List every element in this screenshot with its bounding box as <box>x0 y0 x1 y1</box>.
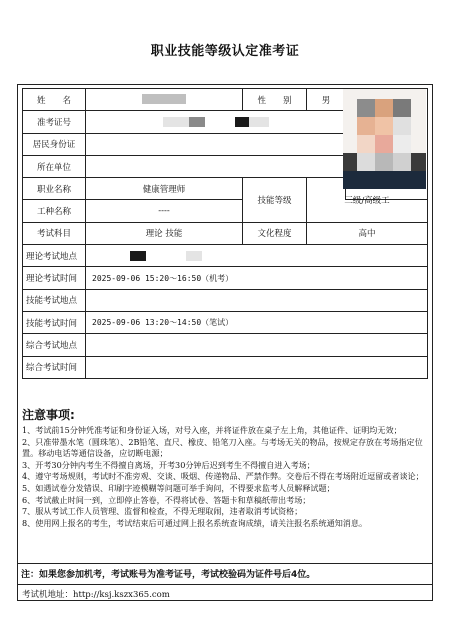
notice-item: 8、使用网上报名的考生，考试结束后可通过网上报名系统查询成绩，请关注报名系统通知消息。 <box>22 517 368 528</box>
skill-place-value <box>86 289 428 311</box>
education-value: 高中 <box>307 222 428 244</box>
unit-label: 所在单位 <box>23 155 86 177</box>
unit-value <box>86 155 346 177</box>
notice-item: 3、开考30分钟内考生不得擅自离场，开考30分钟后迟到考生不得擅自进入考场； <box>22 459 315 470</box>
row-theory-place <box>23 245 428 267</box>
notice-title: 注意事项: <box>22 408 75 422</box>
row-subject <box>23 222 428 244</box>
skill-time-label: 技能考试时间 <box>23 311 86 333</box>
redacted-name <box>142 94 186 104</box>
id-label: 居民身份证 <box>23 133 86 155</box>
ticket-label: 准考证号 <box>23 111 86 133</box>
comp-time-label: 综合考试时间 <box>23 356 86 378</box>
notice-item: 4、遵守考场规则，考试时不准旁观、交谈、吸烟、传递物品、严禁作弊。交卷后不得在考场附近逗留或者谈论； <box>22 471 424 482</box>
id-value <box>86 133 346 155</box>
row-comp-time <box>23 356 428 378</box>
theory-place-value <box>86 245 428 267</box>
notice-item: 1、考试前15分钟凭准考证和身份证入场，对号入座，并将证件放在桌子左上角，其他证件、证明均无效； <box>22 425 402 435</box>
theory-time-label: 理论考试时间 <box>23 267 86 289</box>
comp-time-value <box>86 356 428 378</box>
machine-exam-note: 注：如果您参加机考，考试账号为准考证号，考试校验码为证件号后4位。 <box>17 563 433 585</box>
occupation-value: 健康管理师 <box>86 178 243 200</box>
subject-label: 考试科目 <box>23 222 86 244</box>
exam-address: 考试机地址：http://ksj.kszx365.com <box>22 590 170 600</box>
comp-place-value <box>86 334 428 356</box>
notice-item: 5、如遇试卷分发错误、印刷字迹模糊等问题可举手询问，不得要求监考人员解释试题； <box>22 482 335 493</box>
notice-list <box>22 425 426 529</box>
row-comp-place <box>23 334 428 356</box>
occupation-label: 职业名称 <box>23 178 86 200</box>
notice-item: 7、服从考试工作人员管理、监督和检查，不得无理取闹，违者取消考试资格； <box>22 506 303 517</box>
education-label: 文化程度 <box>243 222 307 244</box>
name-value <box>86 89 243 111</box>
subject-value: 理论 技能 <box>86 222 243 244</box>
gender-label: 性 别 <box>243 89 307 111</box>
ticket-value <box>86 111 346 133</box>
notice-item: 2、只准带墨水笔（圆珠笔）、2B铅笔、直尺、橡皮、铅笔刀入座。与考场无关的物品，按规定存放在考场指定位置。移动电话等通信设备，应切断电源； <box>22 436 423 459</box>
gender-value: 男 <box>307 89 346 111</box>
row-theory-time <box>23 267 428 289</box>
theory-place-label: 理论考试地点 <box>23 245 86 267</box>
comp-place-label: 综合考试地点 <box>23 334 86 356</box>
page-title: 职业技能等级认定准考证 <box>150 44 300 59</box>
trade-value: ---- <box>86 200 243 222</box>
trade-label: 工种名称 <box>23 200 86 222</box>
row-skill-place <box>23 289 428 311</box>
theory-time-value: 2025-09-06 15:20～16:50（机考） <box>86 267 428 289</box>
notice-item: 6、考试截止时间一到，立即停止答卷，不得将试卷、答题卡和草稿纸带出考场； <box>22 494 311 505</box>
skill-place-label: 技能考试地点 <box>23 289 86 311</box>
name-label: 姓 名 <box>23 89 86 111</box>
skill-time-value: 2025-09-06 13:20～14:50（笔试） <box>86 311 428 333</box>
level-value: 三级/高级工 <box>307 178 428 223</box>
row-skill-time <box>23 311 428 333</box>
candidate-photo <box>343 89 426 189</box>
level-label: 技能等级 <box>243 178 307 223</box>
